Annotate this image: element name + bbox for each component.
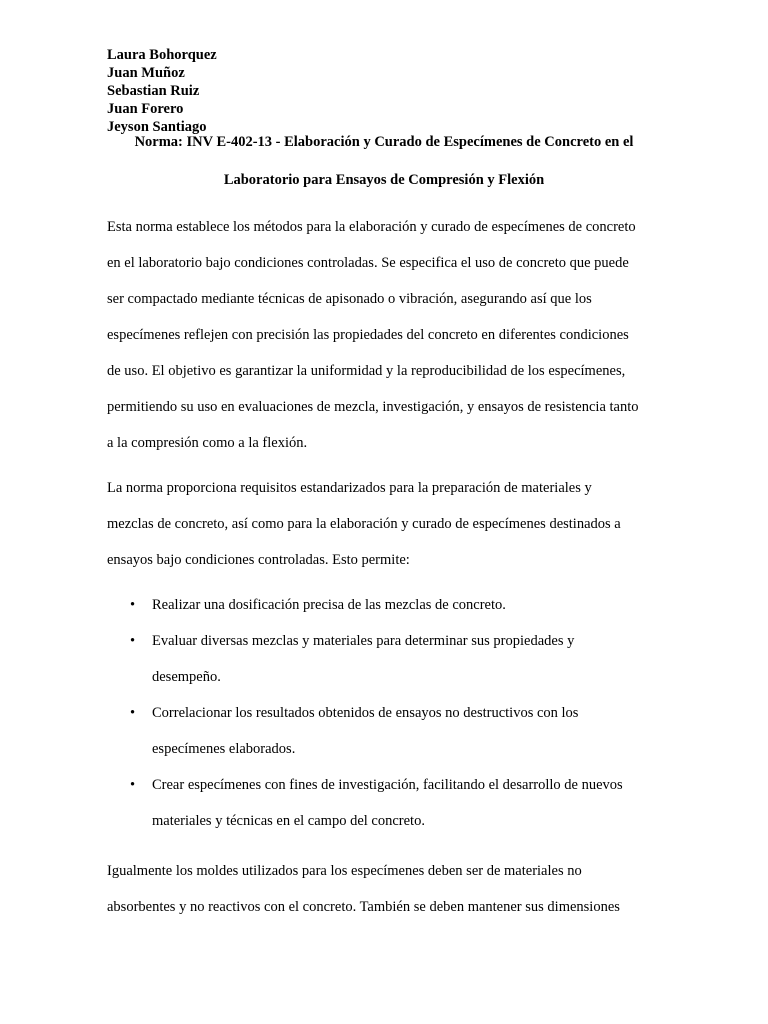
paragraph-molds: [107, 853, 687, 925]
author-name: Sebastian Ruiz: [107, 83, 200, 99]
text-line: Igualmente los moldes utilizados para los especímenes deben ser de materiales no: [107, 863, 582, 879]
text-line: absorbentes y no reactivos con el concreto. También se deben mantener sus dimensiones: [107, 899, 620, 915]
paragraph-intro: [107, 209, 687, 461]
text-line: Realizar una dosificación precisa de las mezclas de concreto.: [152, 597, 506, 613]
text-line: desempeño.: [152, 669, 221, 685]
text-line: La norma proporciona requisitos estandarizados para la preparación de materiales y: [107, 480, 592, 496]
document-title-line-2: Laboratorio para Ensayos de Compresión y Flexión: [223, 172, 545, 188]
text-line: de uso. El objetivo es garantizar la uniformidad y la reproducibilidad de los especímenes,: [107, 363, 626, 379]
bullet-item: [107, 587, 687, 623]
text-line: en el laboratorio bajo condiciones controladas. Se especifica el uso de concreto que puede: [107, 255, 629, 271]
text-line: ensayos bajo condiciones controladas. Esto permite:: [107, 552, 410, 568]
bullet-dot-icon: •: [130, 597, 136, 613]
author-name: Juan Forero: [107, 101, 184, 117]
document-title-line-1: Norma: INV E-402-13 - Elaboración y Curado de Especímenes de Concreto en el: [134, 134, 634, 150]
bullet-dot-icon: •: [130, 705, 136, 721]
text-line: Esta norma establece los métodos para la elaboración y curado de especímenes de concreto: [107, 219, 636, 235]
text-line: a la compresión como a la flexión.: [107, 435, 308, 451]
text-line: Correlacionar los resultados obtenidos de ensayos no destructivos con los: [152, 705, 579, 721]
bullet-list: [107, 587, 687, 839]
bullet-dot-icon: •: [130, 633, 136, 649]
bullet-item: [107, 767, 687, 839]
text-line: materiales y técnicas en el campo del concreto.: [152, 813, 425, 829]
text-line: Evaluar diversas mezclas y materiales para determinar sus propiedades y: [152, 633, 575, 649]
text-line: ser compactado mediante técnicas de apisonado o vibración, asegurando así que los: [107, 291, 592, 307]
bullet-dot-icon: •: [130, 777, 136, 793]
text-line: especímenes reflejen con precisión las propiedades del concreto en diferentes condiciones: [107, 327, 629, 343]
text-line: mezclas de concreto, así como para la elaboración y curado de especímenes destinados a: [107, 516, 621, 532]
author-name: Juan Muñoz: [107, 65, 185, 81]
paragraph-requirements: [107, 470, 687, 578]
text-line: Crear especímenes con fines de investigación, facilitando el desarrollo de nuevos: [152, 777, 623, 793]
author-list: [107, 46, 217, 136]
text-line: especímenes elaborados.: [152, 741, 296, 757]
author-name: Jeyson Santiago: [107, 119, 207, 135]
author-name: Laura Bohorquez: [107, 47, 217, 63]
text-line: permitiendo su uso en evaluaciones de mezcla, investigación, y ensayos de resistencia tanto: [107, 399, 639, 415]
bullet-item: [107, 695, 687, 767]
bullet-item: [107, 623, 687, 695]
